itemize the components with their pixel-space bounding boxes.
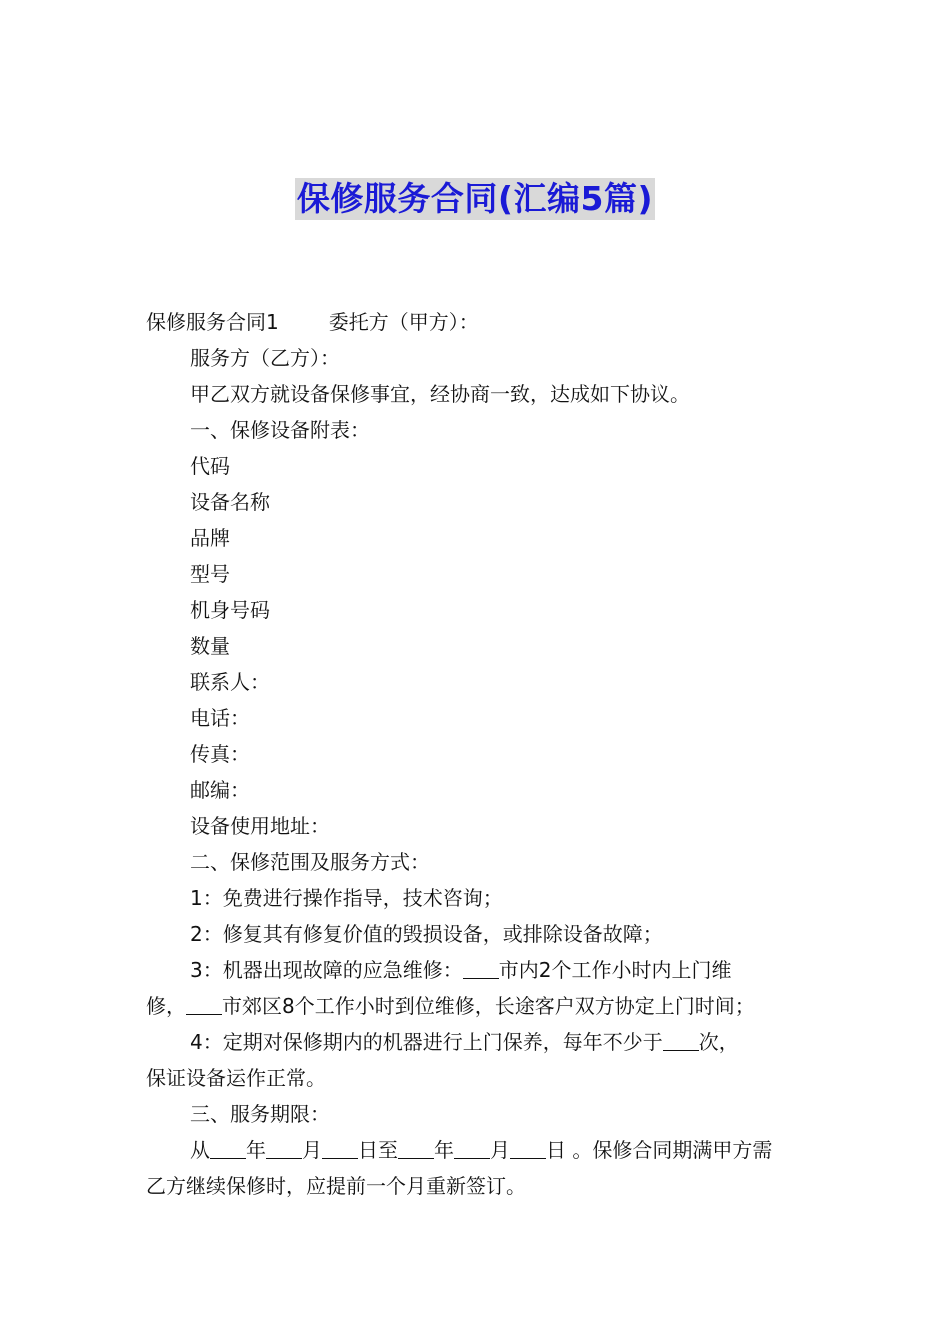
clause-text: 月	[490, 1138, 510, 1162]
party-a-label: 委托方（甲方）：	[328, 310, 479, 334]
clause-item: 1：免费进行操作指导，技术咨询；	[190, 886, 503, 910]
clause-text: 4：定期对保修期内的机器进行上门保养，每年不少于	[190, 1030, 663, 1054]
document-body	[146, 304, 814, 1204]
clause-text: 市内2个工作小时内上门维	[498, 958, 732, 982]
agreement-intro: 甲乙双方就设备保修事宜，经协商一致，达成如下协议。	[190, 382, 690, 406]
field-label: 数量	[190, 634, 230, 658]
clause-item: 2：修复其有修复价值的毁损设备，或排除设备故障；	[190, 922, 663, 946]
contract-heading-line	[146, 304, 814, 340]
party-b-label: 服务方（乙方）：	[190, 346, 340, 370]
clause-text: 次，	[698, 1030, 739, 1054]
term-clause	[146, 1132, 814, 1168]
field-label: 电话：	[190, 706, 250, 730]
clause-text: 日至	[358, 1138, 398, 1162]
clause-text: 日 。保修合同期满甲方需	[546, 1138, 773, 1162]
clause-text: 市郊区8个工作小时到位维修，长途客户双方协定上门时间；	[222, 994, 755, 1018]
blank-fill-line	[663, 1030, 699, 1051]
field-label: 联系人：	[190, 670, 270, 694]
field-label: 代码	[190, 454, 230, 478]
blank-fill-line	[510, 1138, 546, 1159]
blank-fill-line	[210, 1138, 246, 1159]
clause-text: 3：机器出现故障的应急维修：	[190, 958, 463, 982]
clause-text: 年	[434, 1138, 454, 1162]
clause-continuation: 保证设备运作正常。	[146, 1066, 326, 1090]
clause-text: 年	[246, 1138, 266, 1162]
blank-fill-line	[398, 1138, 434, 1159]
field-label: 品牌	[190, 526, 230, 550]
field-label: 设备名称	[190, 490, 270, 514]
document-title: 保修服务合同(汇编5篇)	[296, 179, 654, 218]
clause-text: 修，	[146, 994, 186, 1018]
blank-fill-line	[454, 1138, 490, 1159]
field-label: 邮编：	[190, 778, 250, 802]
clause-continuation: 乙方继续保修时，应提前一个月重新签订。	[146, 1174, 526, 1198]
blank-fill-line	[266, 1138, 302, 1159]
clause-item	[146, 1024, 814, 1060]
clause-text: 从	[190, 1138, 210, 1162]
clause-continuation	[146, 988, 814, 1024]
section-heading: 三、服务期限：	[190, 1102, 330, 1126]
title-container	[0, 178, 950, 220]
section-heading: 二、保修范围及服务方式：	[190, 850, 430, 874]
clause-text: 月	[302, 1138, 322, 1162]
field-label: 机身号码	[190, 598, 270, 622]
field-label: 设备使用地址：	[190, 814, 330, 838]
contract-number: 保修服务合同1	[146, 310, 279, 334]
blank-fill-line	[463, 958, 499, 979]
field-label: 型号	[190, 562, 230, 586]
blank-fill-line	[186, 994, 222, 1015]
clause-item	[146, 952, 814, 988]
field-label: 传真：	[190, 742, 250, 766]
blank-fill-line	[322, 1138, 358, 1159]
section-heading: 一、保修设备附表：	[190, 418, 370, 442]
